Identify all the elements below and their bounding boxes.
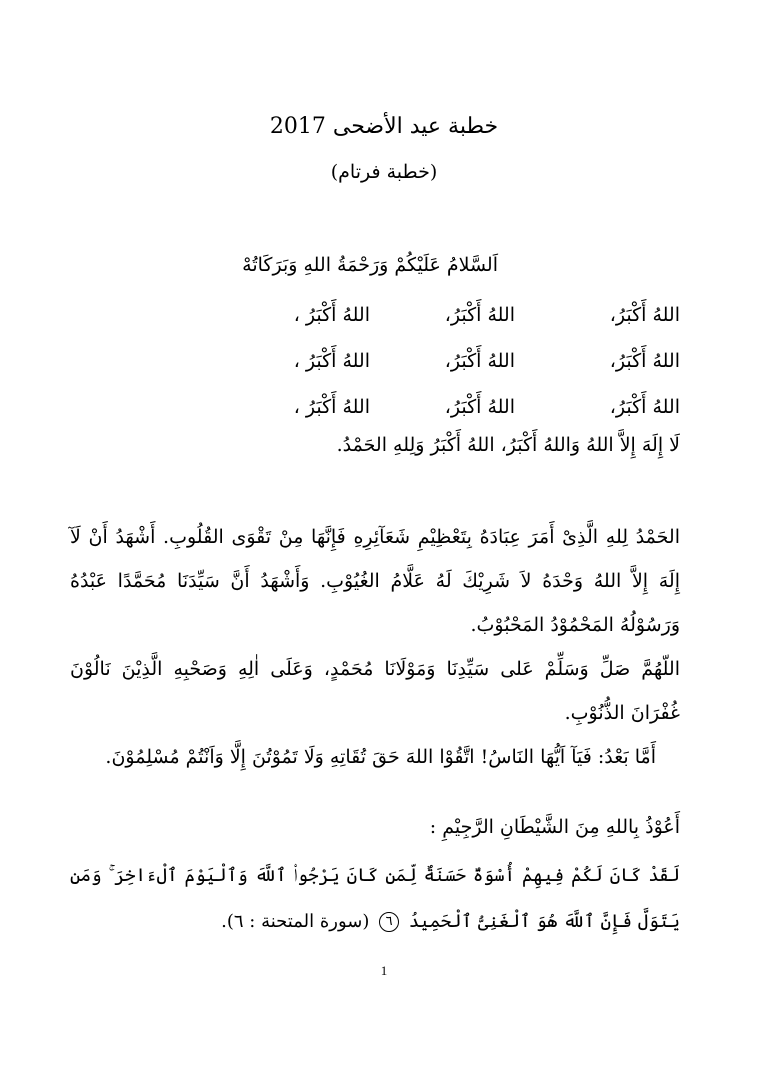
quran-verse bbox=[70, 853, 680, 945]
paragraph-hamd: الحَمْدُ لِلهِ الَّذِىْ أَمَرَ عِبَادَهُ بِتَعْظِيْمِ شَعَآئِرِهِ فَإِنَّهَا مِنْ تَقْوَى القُلُوبِ. أَشْهَدُ أَنْ لَآ إِلَهَ إِلاَّ اللهُ وَحْدَهُ لاَ شَرِيْكَ لَهُ عَلَّامُ الغُيُوْبِ. وَأَشْهَدُ أَنَّ سَيِّدَنَا مُحَمَّدًا عَبْدُهُ وَرَسُوْلُهُ المَحْمُوْدُ المَحْبُوْبُ. bbox=[70, 526, 680, 636]
takbir-cell: اللهُ أَكْبَرُ، bbox=[444, 304, 515, 326]
greeting-line: اَلسَّلامُ عَلَيْكُمْ وَرَحْمَةُ اللهِ وَبَرَكَاتُهْ bbox=[242, 254, 498, 276]
takbir-cell: اللهُ أَكْبَرُ، bbox=[444, 396, 515, 418]
takbir-cell: اللهُ أَكْبَرُ، bbox=[444, 350, 515, 372]
takbir-cell: اللهُ أَكْبَرُ ، bbox=[293, 304, 370, 326]
takbir-row bbox=[60, 346, 680, 392]
audhu-line: أَعُوْذُ بِاللهِ مِنَ الشَّيْطَانِ الرَّجِيْمِ : bbox=[429, 816, 680, 838]
document-subtitle: (خطبة فرتام) bbox=[330, 161, 438, 183]
takbir-closing-line: لَا إِلَهَ إِلاَّ اللهُ وَاللهُ أَكْبَرُ، اللهُ أَكْبَرُ وَلِلهِ الحَمْدُ. bbox=[336, 434, 680, 456]
paragraph-amma-badu: أَمَّا بَعْدُ: فَيَآ اَيُّهَا النَاسُ! اتَّقُوْا اللهَ حَقَ تُقَاتِهِ وَلَا تَمُوْتُنَ إِلَّا وَاَنْتُمْ مُسْلِمُوْنَ. bbox=[105, 746, 656, 768]
paragraph-salawat: اللّهُمَّ صَلِّ وَسَلِّمْ عَلى سَيِّدِنَا وَمَوْلَانَا مُحَمْدٍ، وَعَلَى اٰلِهِ وَصَحْبِهِ الَّذِيْنَ نَالُوْنَ غُفْرَانَ الذُّنُوْبِ. bbox=[70, 658, 680, 724]
verse-reference: (سورة المتحنة : ٦). bbox=[221, 911, 370, 932]
takbir-cell: اللهُ أَكْبَرُ ، bbox=[293, 350, 370, 372]
verse-end-marker-icon: ٦ bbox=[379, 912, 399, 932]
sermon-body bbox=[70, 515, 680, 779]
takbir-row bbox=[60, 300, 680, 346]
takbir-cell: اللهُ أَكْبَرُ، bbox=[609, 350, 680, 372]
takbir-cell: اللهُ أَكْبَرُ، bbox=[609, 396, 680, 418]
page-number: 1 bbox=[380, 963, 388, 978]
takbir-cell: اللهُ أَكْبَرُ ، bbox=[293, 396, 370, 418]
verse-text: لَقَدْ كَانَ لَكُمْ فِيهِمْ أُسْوَةٌ حَسَنَةٌ لِّمَن كَانَ يَرْجُوا۟ ٱللَّهَ وَٱلْيَوْمَ ٱلْءَاخِرَ ۚ وَمَن يَتَوَلَّ فَإِنَّ ٱللَّهَ هُوَ ٱلْغَنِىُّ ٱلْحَمِيدُ bbox=[70, 865, 680, 932]
takbir-cell: اللهُ أَكْبَرُ، bbox=[609, 304, 680, 326]
document-title: خطبة عيد الأضحى 2017 bbox=[269, 114, 499, 139]
takbir-grid bbox=[60, 300, 680, 438]
